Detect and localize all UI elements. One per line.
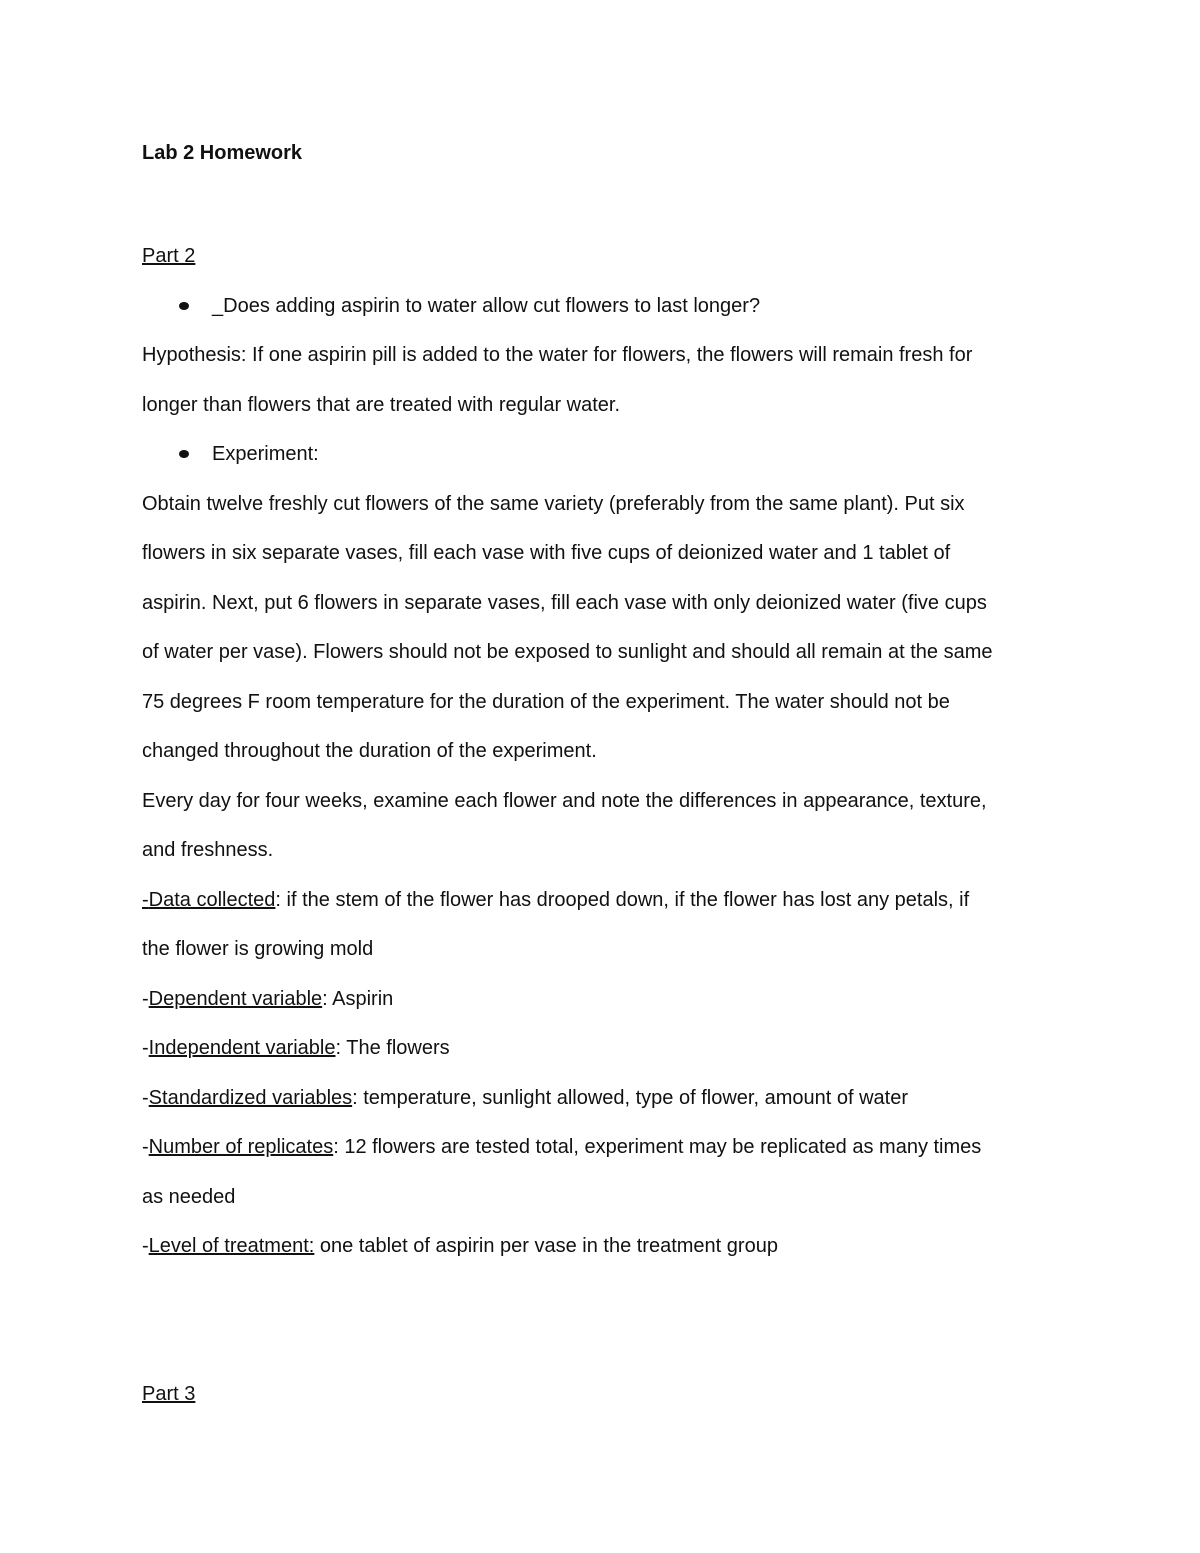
experiment-label: Experiment:	[212, 443, 319, 465]
standardized-variables-line	[142, 1074, 1062, 1124]
experiment-line-5: 75 degrees F room temperature for the duration of the experiment. The water should not be	[142, 690, 950, 713]
dependent-text: : Aspirin	[322, 987, 394, 1010]
experiment-line-4: of water per vase). Flowers should not be exposed to sunlight and should all remain at the same	[142, 641, 993, 663]
independent-text: : The flowers	[335, 1037, 450, 1059]
daily-line-1: Every day for four weeks, examine each flower and note the differences in appearance, texture,	[142, 789, 987, 812]
independent-label: Independent variable	[148, 1037, 336, 1059]
research-question: Does adding aspirin to water allow cut flowers to last longer?	[223, 294, 761, 317]
part3-heading	[142, 1370, 1062, 1420]
replicates-line-2: as needed	[142, 1185, 236, 1208]
hypothesis-line-1: Hypothesis: If one aspirin pill is added to the water for flowers, the flowers will remain fresh for	[142, 344, 973, 366]
treatment-line	[142, 1222, 1062, 1272]
data-collected-line-1	[142, 876, 1062, 926]
treatment-prefix: -	[142, 1235, 149, 1257]
section-spacer	[142, 1272, 1062, 1370]
experiment-bullet	[142, 430, 1062, 480]
standardized-prefix: -	[142, 1086, 149, 1109]
experiment-line-2: flowers in six separate vases, fill each vase with five cups of deionized water and 1 tablet of	[142, 542, 951, 564]
daily-line-2: and freshness.	[142, 839, 274, 861]
bullet-icon	[179, 450, 189, 458]
data-collected-line-2: the flower is growing mold	[142, 938, 374, 960]
experiment-line-1: Obtain twelve freshly cut flowers of the same variety (preferably from the same plant). Put six	[142, 492, 965, 515]
replicates-text: : 12 flowers are tested total, experiment may be replicated as many times	[333, 1136, 982, 1158]
data-collected-prefix: -	[142, 888, 149, 911]
data-collected-label: Data collected	[148, 888, 276, 911]
data-collected-text: : if the stem of the flower has drooped down, if the flower has lost any petals, if	[275, 888, 970, 911]
question-bullet	[142, 282, 1062, 332]
replicates-line-1	[142, 1123, 1062, 1173]
treatment-text: one tablet of aspirin per vase in the treatment group	[314, 1235, 778, 1257]
bullet-icon	[179, 302, 189, 310]
part3-heading-text: Part 3	[142, 1382, 196, 1405]
part2-heading	[142, 232, 1062, 282]
independent-variable-line	[142, 1024, 1062, 1074]
document-title: Lab 2 Homework	[142, 142, 303, 164]
replicates-label: Number of replicates	[148, 1136, 334, 1158]
document-page	[142, 138, 1062, 1419]
experiment-line-3: aspirin. Next, put 6 flowers in separate vases, fill each vase with only deionized water (five cups	[142, 591, 987, 614]
replicates-prefix: -	[142, 1136, 149, 1158]
treatment-label: Level of treatment:	[148, 1235, 315, 1257]
dependent-label: Dependent variable	[148, 987, 323, 1010]
part2-heading-text: Part 2	[142, 245, 196, 267]
experiment-line-6: changed throughout the duration of the experiment.	[142, 740, 597, 762]
dependent-prefix: -	[142, 987, 149, 1010]
dependent-variable-line	[142, 975, 1062, 1025]
independent-prefix: -	[142, 1037, 149, 1059]
standardized-text: : temperature, sunlight allowed, type of flower, amount of water	[352, 1086, 908, 1109]
hypothesis-line-2: longer than flowers that are treated with regular water.	[142, 393, 621, 416]
question-prefix: _	[212, 294, 224, 317]
standardized-label: Standardized variables	[148, 1086, 353, 1109]
